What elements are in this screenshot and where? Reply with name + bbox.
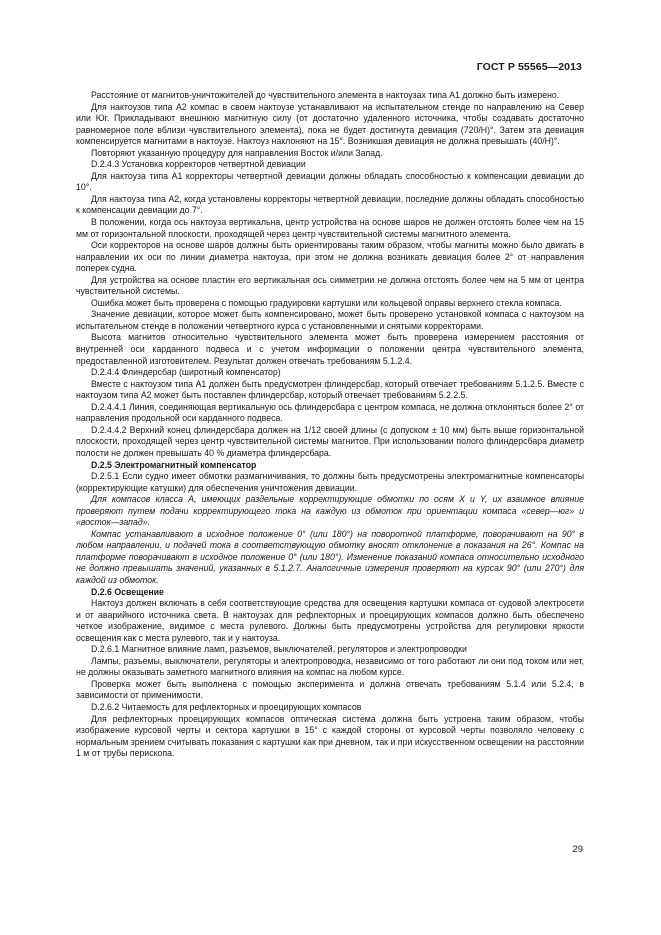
paragraph: Оси корректоров на основе шаров должны быть ориентированы таким образом, чтобы магниты можно было двигать в направлении их оси по линии диаметра нактоуза, при этом не должна возникать девиация более 2° от направления поперек судна.: [76, 240, 584, 274]
italic-paragraph: Для компасов класса А, имеющих раздельные корректирующие обмотки по осям X и Y, их взаимное влияние проверяют путем подачи корректирующего тока на каждую из обмоток при ориентации компаса «север—юг» и «восток—запад».: [76, 494, 584, 528]
paragraph: Для устройства на основе пластин его вертикальная ось симметрии не должна отстоять более чем на 5 мм от центра чувствительной системы.: [76, 274, 584, 297]
paragraph: D.2.4.4.1 Линия, соединяющая вертикальную ось флиндерсбара с центром компаса, не должна отклоняться более 2° от направления продольной оси карданного подвеса.: [76, 401, 584, 424]
paragraph: D.2.5.1 Если судно имеет обмотки размагничивания, то должны быть предусмотрены электромагнитные компенсаторы (корректирующие катушки) для обеспечения уничтожения девиации.: [76, 471, 584, 493]
section-heading: D.2.6 Освещение: [91, 586, 164, 597]
page-number: 29: [572, 844, 583, 855]
paragraph: Лампы, разъемы, выключатели, регуляторы и электропроводка, независимо от того работают ли они под током или нет, не должны оказывать заметного магнитного влияния на компас на любом курсе.: [76, 655, 584, 678]
italic-paragraph: Компас устанавливают в исходное положение 0° (или 180°) на поворотной платформе, поворачивают на 90° в любом направлении, и подачей тока в соответствующую обмотку вносят отклонение в показания на 26°. Компас на платформе поворачивают в исходное положение 0° (или 180°). Изменение показаний компаса относительно исходного не должно превышать значений, указанных в 5.1.2.7. Аналогичные измерения проверяют на курсах 90° (или 270°) для каждой из обмоток.: [76, 528, 584, 585]
paragraph: Значение девиации, которое может быть компенсировано, может быть проверено установкой компаса с нактоузом на испытательном стенде в положении четвертного курса с установленными и снятыми корректорами.: [76, 309, 584, 331]
paragraph: Ошибка может быть проверена с помощью градуировки картушки или кольцевой оправы верхнего стекла компаса.: [91, 297, 562, 308]
paragraph: Расстояние от магнитов-уничтожителей до чувствительного элемента в нактоузах типа А1 должно быть измерено.: [91, 90, 560, 100]
document-header: ГОСТ Р 55565—2013: [476, 61, 582, 73]
paragraph: D.2.4.4.2 Верхний конец флиндерсбара должен на 1/12 своей длины (с допуском ± 10 мм) быть выше горизонтальной плоскости, проходящей через центр чувствительной системы магнитов. При использовании полого флиндерсбара диаметр полости не должен превышать 40 % диаметра флиндерсбара.: [76, 424, 584, 458]
paragraph: Вместе с нактоузом типа А1 должен быть предусмотрен флиндерсбар, который отвечает требованиям 5.1.2.5. Вместе с нактоузом типа А2 может быть поставлен флиндерсбар, который отвечает требованиям 5.2.2.5.: [76, 378, 584, 401]
section-heading: D.2.6.2 Читаемость для рефлекторных и проецирующих компасов: [91, 701, 362, 712]
section-heading: D.2.5 Электромагнитный компенсатор: [91, 459, 257, 470]
paragraph: Высота магнитов относительно чувствительного элемента может быть проверена измерением расстояния от внутренней оси карданного подвеса и с учетом информации о положении центра чувствительного элемента, предоставленной изготовителем. Результат должен отвечать требованиям 5.1.2.4.: [76, 332, 584, 366]
section-heading: D.2.4.3 Установка корректоров четвертной девиации: [91, 159, 306, 170]
section-heading: D.2.6.1 Магнитное влияние ламп, разъемов, выключателей, регуляторов и электропроводки: [91, 644, 467, 655]
paragraph: Для рефлекторных проецирующих компасов оптическая система должна быть устроена таким образом, чтобы изображение курсовой черты и сектора картушки в 15° с каждой стороны от курсовой черты позволяло человеку с нормальным зрением считывать показания с картушки как при дневном, так и при искусственном освещении на расстоянии 1 м от трубы перископа.: [76, 713, 584, 759]
section-heading: D.2.4.4 Флиндерсбар (широтный компенсатор): [91, 367, 281, 378]
paragraph: Для нактоузов типа А2 компас в своем нактоузе устанавливают на испытательном стенде по направлению на Север или Юг. Прикладывают внешнюю магнитную силу (от достаточно удаленного источника, чтобы создавать достаточно равномерное поле вблизи чувствительного элемента), пока не будет достигнута девиация (720/Н)°. Затем эта девиация компенсируется магнитами в нактоузе. Нактоуз наклоняют на 15°. Возникшая девиация не должна превышать (40/Н)°.: [76, 101, 584, 147]
paragraph: Для нактоуза типа А2, когда установлены корректоры четвертной девиации, последние должны обладать способностью к компенсации девиации до 7°.: [76, 193, 584, 216]
paragraph: В положении, когда ось нактоуза вертикальна, центр устройства на основе шаров не должен отстоять более чем на 15 мм от горизонтальной плоскости, проходящей через центр чувствительной системы магнитного элемента.: [76, 217, 584, 239]
paragraph: Нактоуз должен включать в себя соответствующие средства для освещения картушки компаса от судовой электросети и от аварийного источника света. В нактоузах для рефлекторных и проецирующих компасов должно быть обеспечено четкое изображение, видимое с места рулевого. Должны быть предусмотрены устройства для регулировки яркости освещения как с места рулевого, так и у нактоуза.: [76, 598, 584, 643]
paragraph: Для нактоуза типа А1 корректоры четвертной девиации должны обладать способностью к компенсации девиации до 10°.: [76, 170, 584, 193]
paragraph: Проверка может быть выполнена с помощью эксперимента и должна отвечать требованиям 5.1.4 или 5.2.4, в зависимости от применимости.: [76, 678, 584, 701]
paragraph: Повторяют указанную процедуру для направления Восток и/или Запад.: [91, 147, 383, 158]
document-body: [76, 90, 584, 760]
